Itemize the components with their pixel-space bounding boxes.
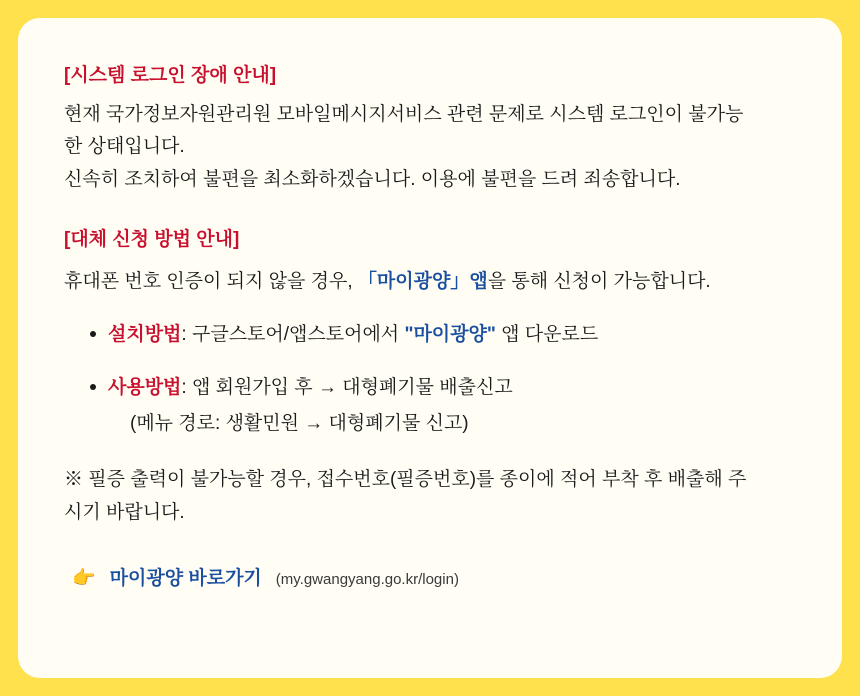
bullet-label: 설치방법 [108, 324, 182, 346]
alternative-intro-prefix: 휴대폰 번호 인증이 되지 않을 경우, [64, 271, 358, 293]
notice-card [18, 18, 842, 678]
link-url-text: (my.gwangyang.go.kr/login) [275, 570, 459, 588]
system-issue-line1: 현재 국가정보자원관리원 모바일메시지서비스 관련 문제로 시스템 로그인이 불가능 [64, 103, 744, 125]
list-item [90, 373, 796, 440]
alternative-intro-suffix: 을 통해 신청이 가능합니다. [487, 271, 711, 293]
point-right-icon: 👉 [72, 567, 96, 589]
my-gwangyang-link[interactable]: 마이광양 바로가기 [109, 567, 262, 589]
bullet-sub-line: (메뉴 경로: 생활민원 → 대형폐기물 신고) [130, 412, 469, 434]
alternative-method-heading: [대체 신청 방법 안내] [64, 228, 240, 250]
bullet-text-suffix: 앱 다운로드 [495, 324, 599, 346]
bullet-dot-icon [90, 331, 96, 337]
app-name-highlight: 「마이광양」앱 [357, 271, 488, 293]
system-issue-heading: [시스템 로그인 장애 안내] [64, 65, 277, 86]
bullet-text-prefix: : 앱 회원가입 후 → 대형폐기물 배출신고 [181, 376, 513, 398]
list-item [90, 320, 796, 350]
bullet-text-prefix: : 구글스토어/앱스토어에서 [181, 324, 405, 346]
footnote-line2: 시기 바랍니다. [64, 502, 185, 524]
bullet-emphasis: "마이광양" [404, 324, 496, 346]
footnote-line1: ※ 필증 출력이 불가능할 경우, 접수번호(필증번호)를 종이에 적어 부착 후 배출해 주 [64, 469, 747, 491]
bullet-label: 사용방법 [108, 376, 182, 398]
shortcut-link-row [64, 563, 796, 590]
instruction-list [64, 320, 796, 439]
bullet-dot-icon [90, 384, 96, 390]
alternative-intro [64, 267, 796, 298]
system-issue-line2: 한 상태입니다. [64, 136, 185, 158]
system-issue-line3: 신속히 조치하여 불편을 최소화하겠습니다. 이용에 불편을 드려 죄송합니다. [64, 169, 681, 191]
